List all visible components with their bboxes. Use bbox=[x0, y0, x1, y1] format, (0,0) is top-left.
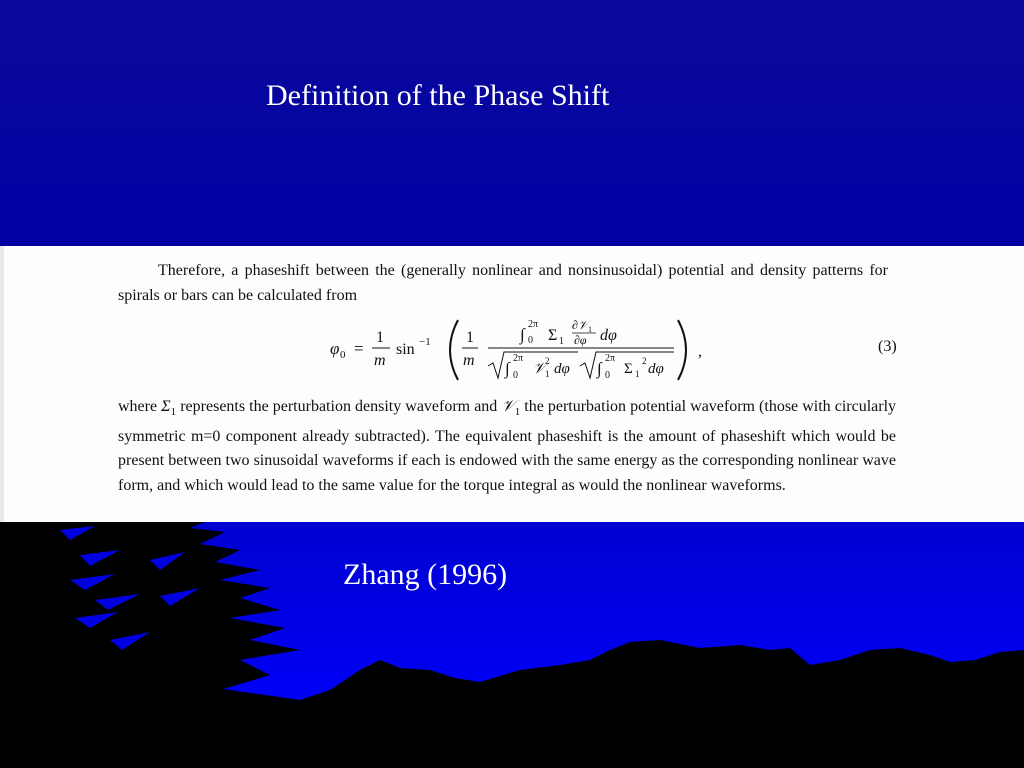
body-v-sub: 1 bbox=[514, 406, 521, 419]
equation-number: (3) bbox=[878, 338, 897, 355]
eq-partial-num: ∂𝒱 bbox=[572, 318, 588, 332]
eq-den-right-integral: ∫ bbox=[597, 359, 602, 378]
eq-den-left-sup: 2 bbox=[545, 356, 550, 366]
eq-num-sigma: Σ bbox=[548, 327, 558, 344]
eq-den-right-upper: 2π bbox=[605, 353, 616, 364]
eq-den-right-sigma: Σ bbox=[624, 361, 633, 377]
eq-den-right-dphi: dφ bbox=[648, 361, 664, 377]
tree-and-hills-silhouette-icon bbox=[0, 500, 1024, 768]
body-where: where bbox=[118, 398, 162, 415]
eq-trailing-comma: , bbox=[698, 343, 702, 360]
eq-num-sigma-sub: 1 bbox=[559, 336, 564, 347]
eq-sin-exp: −1 bbox=[419, 336, 431, 348]
excerpt-body-paragraph bbox=[118, 394, 896, 498]
eq-den-left-dphi: dφ bbox=[554, 361, 570, 377]
body-middle: represents the perturbation density waveform and bbox=[176, 398, 502, 415]
eq-partial-num-sub: 1 bbox=[588, 325, 592, 334]
citation-label: Zhang (1996) bbox=[343, 558, 508, 591]
slide-title: Definition of the Phase Shift bbox=[266, 79, 610, 112]
excerpt-left-edge bbox=[0, 246, 4, 522]
eq-den-right-lower: 0 bbox=[605, 370, 610, 381]
eq-lhs-sub: 0 bbox=[340, 349, 346, 361]
paper-excerpt-image bbox=[0, 246, 1024, 522]
eq-frac-num: 1 bbox=[376, 329, 384, 346]
eq-den-right-sub: 1 bbox=[635, 369, 640, 379]
eq-inner-frac-num: 1 bbox=[466, 329, 474, 346]
body-rest: the perturbation potential waveform (those with circularly symmetric m=0 component already subtracted). The equivalent phaseshift is the amount of phaseshift which would be present between two sinusoidal waveforms if each is endowed with the same energy as the corresponding nonlinear wave form, and which would lead to the same value for the torque integral as would the nonlinear waveforms. bbox=[118, 398, 897, 494]
eq-num-dphi: dφ bbox=[600, 327, 617, 344]
eq-sin: sin bbox=[396, 341, 415, 358]
eq-num-int-lower: 0 bbox=[528, 335, 533, 346]
eq-partial-den: ∂φ bbox=[574, 333, 587, 347]
body-sigma-sub: 1 bbox=[170, 406, 177, 419]
body-sigma: Σ bbox=[161, 398, 171, 415]
eq-inner-frac-den: m bbox=[463, 352, 475, 369]
eq-den-right-sup: 2 bbox=[642, 356, 647, 366]
eq-den-left-sub: 1 bbox=[545, 369, 550, 379]
eq-den-left-upper: 2π bbox=[513, 353, 524, 364]
eq-den-left-integral: ∫ bbox=[505, 359, 510, 378]
slide-background-top bbox=[0, 0, 1024, 250]
eq-equals: = bbox=[354, 339, 364, 358]
eq-num-int-upper: 2π bbox=[528, 319, 539, 330]
eq-num-integral: ∫ bbox=[520, 325, 525, 344]
excerpt-intro-paragraph: Therefore, a phaseshift between the (generally nonlinear and nonsinusoidal) potential and density patterns for spirals or bars can be calculated from bbox=[118, 262, 888, 304]
eq-den-left-lower: 0 bbox=[513, 370, 518, 381]
eq-den-left-v: 𝒱 bbox=[533, 361, 546, 377]
body-v: 𝒱 bbox=[501, 396, 515, 415]
eq-frac-den: m bbox=[374, 352, 386, 369]
phase-shift-equation bbox=[330, 316, 890, 386]
eq-lhs: φ bbox=[330, 339, 340, 358]
